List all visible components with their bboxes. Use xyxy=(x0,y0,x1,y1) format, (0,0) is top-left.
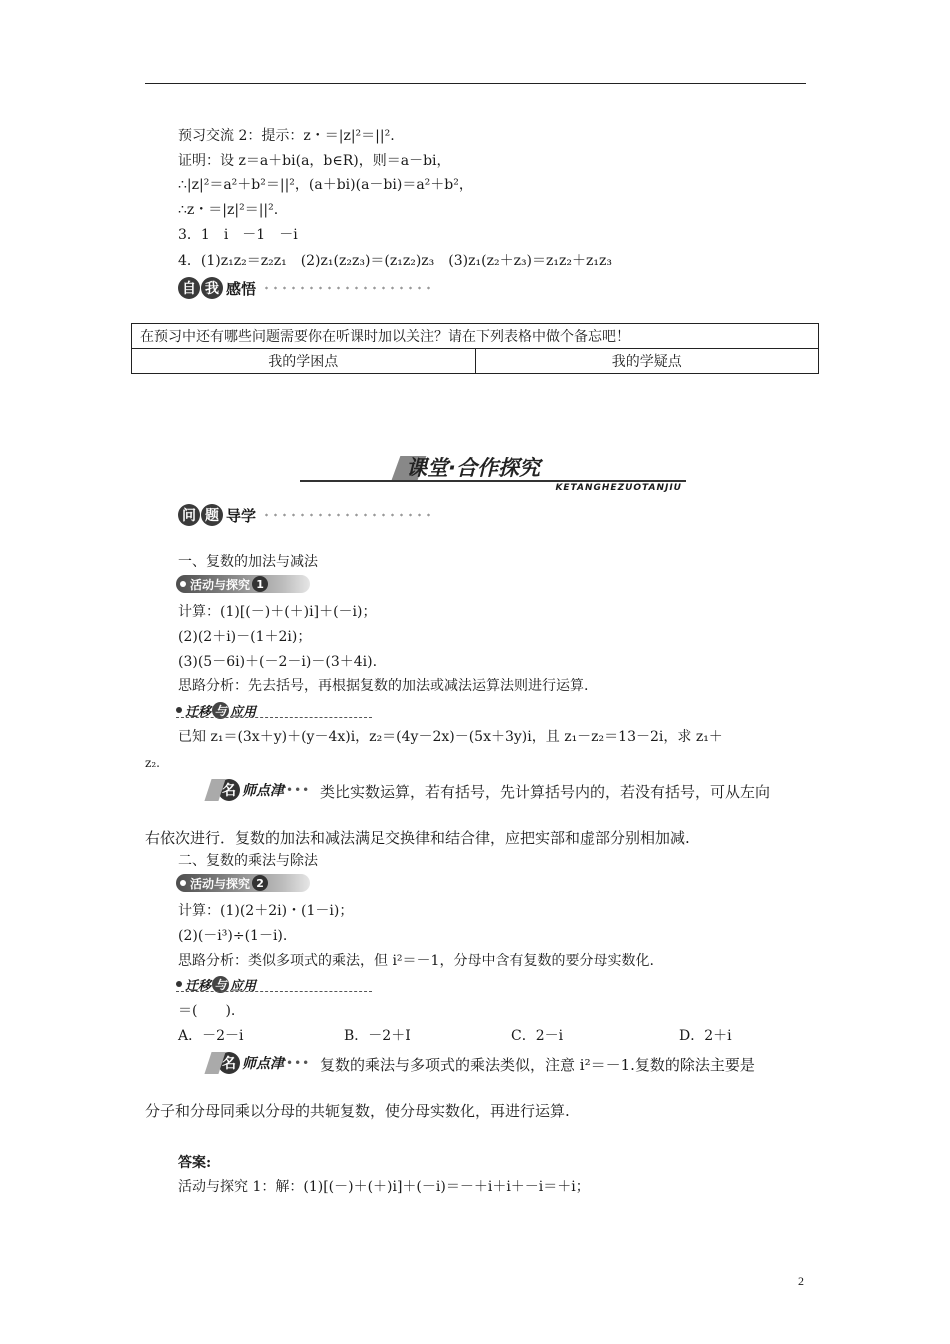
transfer-label-a: 迁移 xyxy=(185,978,212,994)
section2-heading: 二、复数的乘法与除法 xyxy=(178,853,318,869)
activity-number: 1 xyxy=(252,576,268,592)
memo-col-difficulties: 我的学困点 xyxy=(132,349,476,374)
s1-calc-1: 计算：(1)[(－)＋(＋)i]＋(－i)； xyxy=(178,604,377,620)
preview-line-1: 预习交流 2：提示：z・＝|z|²＝||². xyxy=(178,128,395,144)
s1-calc-3: (3)(5－6i)＋(－2－i)－(3＋4i). xyxy=(178,654,378,670)
teacher-tip-badge-1 xyxy=(208,777,310,803)
badge-char-2: 我 xyxy=(201,277,223,299)
s2-tip-line-2: 分子和分母同乘以分母的共轭复数，使分母实数化，再进行运算. xyxy=(145,1102,570,1120)
activity-pill-1 xyxy=(176,575,310,593)
teacher-tip-dots: ••• xyxy=(286,783,311,797)
teacher-tip-char: 名 xyxy=(218,1052,240,1074)
section-banner xyxy=(300,452,686,498)
s1-tip-line-1: 类比实数运算，若有括号，先计算括号内的，若没有括号，可从左向 xyxy=(320,783,771,801)
badge-tail: 导学 xyxy=(226,506,257,525)
s2-question: ＝( ). xyxy=(178,1003,236,1019)
dotted-divider xyxy=(262,285,432,291)
transfer-underline xyxy=(176,991,372,992)
transfer-underline xyxy=(176,717,372,718)
badge-char-2: 题 xyxy=(201,504,223,526)
preview-line-6: 4．(1)z₁z₂＝z₂z₁ (2)z₁(z₂z₃)＝(z₁z₂)z₃ (3)z₁(z₂＋z₃)＝z₁z₂＋z₁z₃ xyxy=(178,253,612,269)
memo-col-doubts: 我的学疑点 xyxy=(475,349,819,374)
preview-line-3: ∴|z|²＝a²＋b²＝||²，(a＋bi)(a－bi)＝a²＋b²， xyxy=(178,177,473,193)
transfer-label-b: 应用 xyxy=(230,704,257,720)
teacher-tip-dots: ••• xyxy=(286,1056,311,1070)
guided-question-badge xyxy=(178,503,432,527)
section1-heading: 一、复数的加法与减法 xyxy=(178,554,318,570)
s1-analysis: 思路分析：先去括号，再根据复数的加法或减法运算法则进行运算. xyxy=(178,678,589,694)
transfer-label-a: 迁移 xyxy=(185,704,212,720)
teacher-tip-label: 师点津 xyxy=(242,783,284,799)
activity-label: 活动与探究 xyxy=(190,876,251,891)
badge-char-1: 自 xyxy=(178,277,200,299)
s2-analysis: 思路分析：类似多项式的乘法，但 i²＝－1，分母中含有复数的要分母实数化. xyxy=(178,953,654,969)
header-rule xyxy=(145,83,806,84)
preview-line-4: ∴z・＝|z|²＝||². xyxy=(178,202,279,218)
banner-subtitle: KETANGHEZUOTANJIU xyxy=(555,483,682,493)
activity-number: 2 xyxy=(252,875,268,891)
self-reflection-badge xyxy=(178,276,432,300)
banner-bar xyxy=(300,480,686,482)
answers-line-1: 活动与探究 1：解：(1)[(－)＋(＋)i]＋(－i)＝－＋i＋i＋－i＝＋i； xyxy=(178,1179,590,1195)
banner-title: 课堂·合作探究 xyxy=(406,456,540,480)
s2-calc-1: 计算：(1)(2＋2i)・(1－i)； xyxy=(178,903,354,919)
s1-exercise-line-2: z₂. xyxy=(145,756,160,770)
activity-label: 活动与探究 xyxy=(190,577,251,592)
teacher-tip-char: 名 xyxy=(218,779,240,801)
s1-calc-2: (2)(2＋i)－(1＋2i)； xyxy=(178,629,312,645)
dotted-divider xyxy=(262,512,432,518)
preview-line-5: 3．1 i －1 －i xyxy=(178,227,298,243)
s2-calc-2: (2)(－i³)÷(1－i). xyxy=(178,928,288,944)
s1-tip-line-2: 右依次进行．复数的加法和减法满足交换律和结合律，应把实部和虚部分别相加减. xyxy=(145,829,690,847)
transfer-label-b: 应用 xyxy=(230,978,257,994)
badge-char-1: 问 xyxy=(178,504,200,526)
transfer-label-mid: 与 xyxy=(212,702,229,719)
s2-tip-line-1: 复数的乘法与多项式的乘法类似，注意 i²＝－1.复数的除法主要是 xyxy=(320,1056,755,1074)
teacher-tip-label: 师点津 xyxy=(242,1056,284,1072)
transfer-label-mid: 与 xyxy=(212,976,229,993)
memo-prompt: 在预习中还有哪些问题需要你在听课时加以关注？请在下列表格中做个备忘吧！ xyxy=(132,324,819,349)
s1-exercise-line-1: 已知 z₁＝(3x＋y)＋(y－4x)i，z₂＝(4y－2x)－(5x＋3y)i，且 z₁－z₂＝13－2i，求 z₁＋ xyxy=(178,729,723,745)
memo-table xyxy=(131,323,819,374)
activity-pill-2 xyxy=(176,874,310,892)
option-c: C．2－i xyxy=(511,1028,564,1044)
option-d: D．2＋i xyxy=(679,1028,732,1044)
preview-line-2: 证明：设 z＝a＋bi(a，b∈R)，则＝a－bi， xyxy=(178,153,451,169)
option-b: B．－2＋I xyxy=(344,1028,411,1044)
option-a: A．－2－i xyxy=(178,1028,244,1044)
teacher-tip-badge-2 xyxy=(208,1050,310,1076)
badge-tail: 感悟 xyxy=(226,279,257,298)
answers-heading: 答案: xyxy=(178,1155,212,1171)
page-number: 2 xyxy=(798,1274,804,1288)
